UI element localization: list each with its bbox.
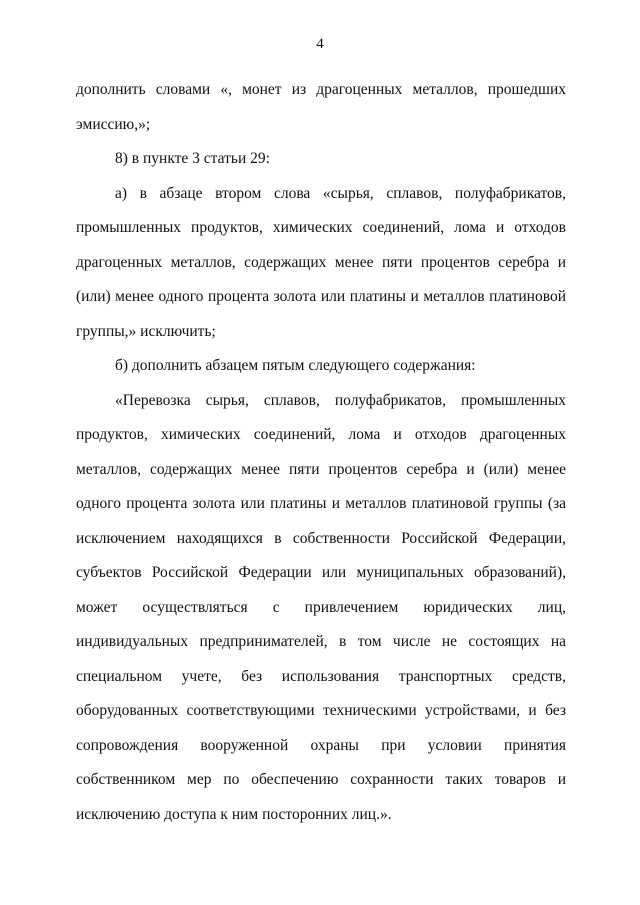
paragraph-continuation: дополнить словами «, монет из драгоценных металлов, прошедших эмиссию,»;	[76, 81, 566, 133]
paragraph-subitem-b: б) дополнить абзацем пятым следующего содержания:	[115, 357, 476, 374]
paragraph-item-8: 8) в пункте 3 статьи 29:	[115, 150, 270, 167]
document-body	[76, 73, 566, 832]
paragraph-quoted-text: «Перевозка сырья, сплавов, полуфабрикатов, промышленных продуктов, химических соединений, лома и отходов драгоценных металлов, содержащих менее пяти процентов серебра и (или) менее одного процента золота или платины и металлов платиновой группы (за исключением находящихся в собственности Российской Федерации, субъектов Российской Федерации или муниципальных образований), может осуществляться с привлечением юридических лиц, индивидуальных предпринимателей, в том числе не состоящих на специальном учете, без использования транспортных средств, оборудованных соответствующими техническими устройствами, и без сопровождения вооруженной охраны при условии принятия собственником мер по обеспечению сохранности таких товаров и исключению доступа к ним посторонних лиц.».	[76, 391, 566, 823]
paragraph-subitem-a: а) в абзаце втором слова «сырья, сплавов, полуфабрикатов, промышленных продуктов, химических соединений, лома и отходов драгоценных металлов, содержащих менее пяти процентов серебра и (или) менее одного процента золота или платины и металлов платиновой группы,» исключить;	[76, 184, 566, 340]
page-number: 4	[316, 36, 324, 52]
